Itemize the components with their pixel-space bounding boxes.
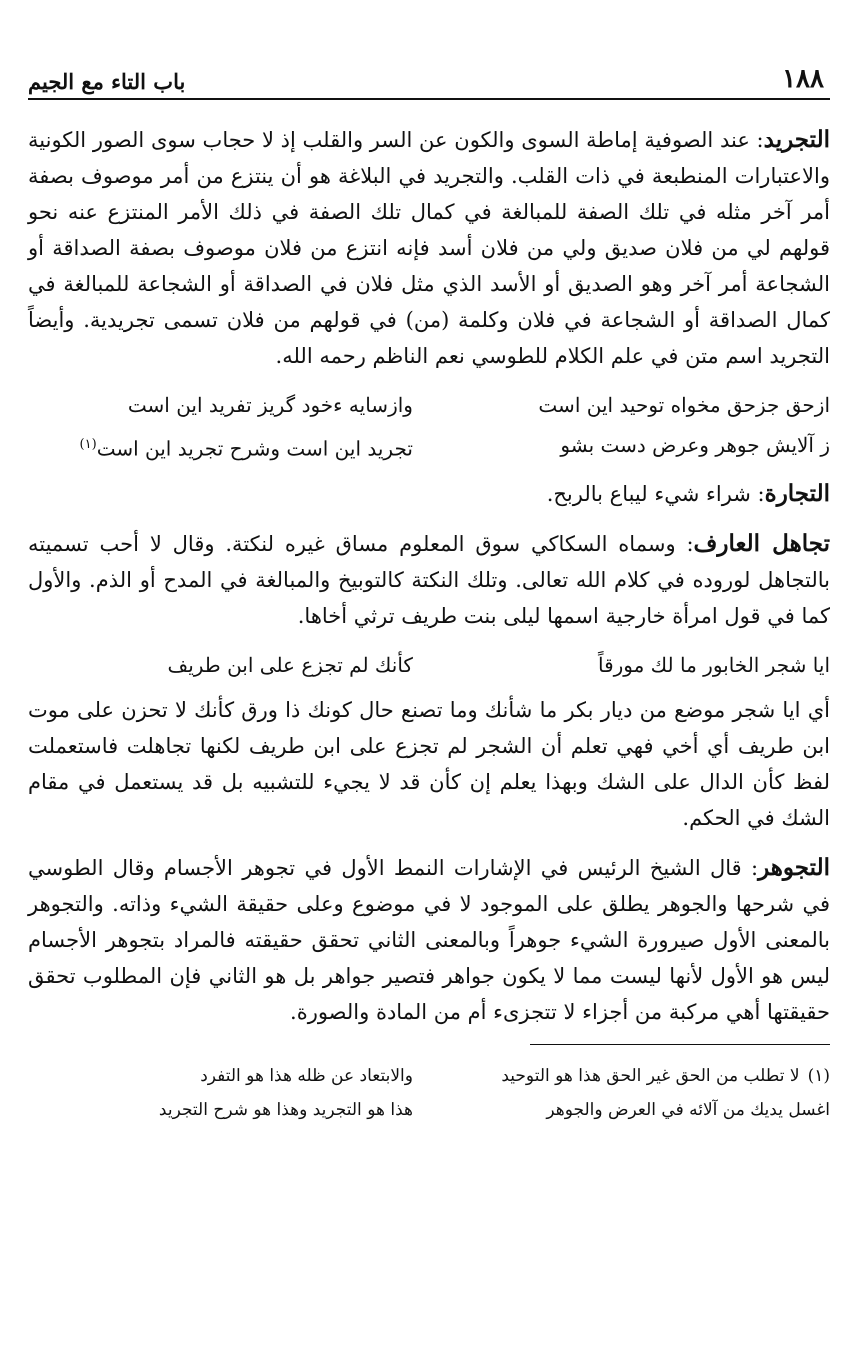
verse-second-hemistich: كأنك لم تجزع على ابن طريف — [167, 652, 413, 677]
verse-second-text: تجريد اين است وشرح تجريد اين است — [96, 436, 413, 461]
verse-first-hemistich: ز آلايش جوهر وعرض دست بشو — [560, 433, 830, 457]
entry-tajawhur — [28, 850, 830, 1030]
footnote-divider — [530, 1044, 830, 1045]
entry-text: : عند الصوفية إماطة السوى والكون عن السر والقلب إذ لا حجاب سوى الصور الكونية والاعتبارات المنطبعة في ذات القلب. والتجريد في البلاغة هو أن ينتزع من أمر موصوف بصفة أمر آخر مثله في تلك الصفة للمبالغة في كمال تلك الصفة في ذلك الأمر المنتزع عنه نحو قولهم لي من فلان صديق ولي من فلان أسد فإنه انتزع من فلان موصوف بصفة الصداقة أو الشجاعة أمر آخر وهو الصديق أو الأسد الذي مثل فلان في الصداقة أو الشجاعة للمبالغة في كمال الصداقة أو الشجاعة في فلان وكلمة (من) في قولهم من فلان تسمى تجريدية. وأيضاً التجريد اسم متن في علم الكلام للطوسي نعم الناظم رحمه الله. — [28, 128, 830, 368]
footnote-verse-line — [28, 1095, 830, 1125]
verse-first-hemistich: ازحق جزحق مخواه توحيد اين است — [538, 393, 830, 417]
verse-line — [28, 388, 830, 422]
entry-term: التجارة — [764, 479, 830, 507]
page-body — [28, 100, 830, 1125]
entry-tajahul — [28, 526, 830, 634]
verse-commentary: أي ايا شجر موضع من ديار بكر ما شأنك وما تصنع حال كونك ذا ورق كأنك لا تحزن على موت ابن طريف أي أخي فهي تعلم أن الشجر لم تجزع على ابن طريف لكنها تجاهلت فاستعملت لفظ كأن الدال على الشك وبهذا يعلم إن كأن قد لا يجيء للتشبيه بل قد يستعمل في مقام الشك في الحكم. — [28, 697, 830, 830]
page-number: ١٨٨ — [782, 64, 824, 94]
book-page — [28, 50, 830, 1129]
entry-tijara — [28, 476, 830, 512]
verse-line — [28, 648, 830, 682]
verse-first-hemistich: اغسل يديك من آلائه في العرض والجوهر — [546, 1099, 830, 1120]
entry-text: : وسماه السكاكي سوق المعلوم مساق غيره لنكتة. وقال لا أحب تسميته بالتجاهل لوروده في كلام الله تعالى. وتلك النكتة كالتوبيخ والمبالغة في المدح أو الذم. والأول كما في قول امرأة خارجية اسمها ليلى بنت طريف ترثي أخاها. — [28, 531, 830, 628]
persian-verses — [28, 388, 830, 466]
verse-line — [28, 428, 830, 466]
running-title: باب التاء مع الجيم — [28, 69, 186, 94]
entry-tajrid — [28, 122, 830, 374]
entry-text: : شراء شيء ليباع بالربح. — [546, 481, 765, 506]
page-header — [28, 50, 830, 100]
verse-second-hemistich: والابتعاد عن ظله هذا هو التفرد — [200, 1065, 413, 1086]
verse-second-hemistich: وازسايه ءخود گريز تفريد اين است — [127, 393, 413, 417]
footnote-reference[interactable]: (١) — [79, 437, 97, 452]
verse-second-hemistich — [28, 428, 413, 466]
verse-first-hemistich: ايا شجر الخابور ما لك مورقاً — [597, 652, 830, 677]
entry-term: تجاهل العارف — [693, 529, 830, 557]
footnotes — [28, 1061, 830, 1125]
entry-term: التجريد — [763, 126, 830, 153]
arabic-verse — [28, 648, 830, 682]
entry-term: التجوهر — [758, 853, 830, 881]
footnote-marker: (١) — [807, 1065, 830, 1086]
verse-first-hemistich — [445, 1061, 830, 1091]
verse-second-hemistich: هذا هو التجريد وهذا هو شرح التجريد — [158, 1099, 413, 1120]
footnote-verse-text: لا تطلب من الحق غير الحق هذا هو التوحيد — [501, 1065, 800, 1086]
entry-text: : قال الشيخ الرئيس في الإشارات النمط الأول في تجوهر الأجسام وقال الطوسي في شرحها والجوهر يطلق على الموجود لا في موضوع وعلى حقيقة الشيء وذاته. والتجوهر بالمعنى الأول صيرورة الشيء جوهراً وبالمعنى الثاني تحقق حقيقته فالمراد بتجوهر الأجسام ليس هو الأول لأنها ليست مما لا يكون جواهر فتصير جواهر بل هو الثاني فإن المطلوب تحقق حقيقتها أهي مركبة من أجزاء لا تتجزىء أم من المادة والصورة. — [28, 855, 830, 1024]
footnote-verse-line — [28, 1061, 830, 1091]
